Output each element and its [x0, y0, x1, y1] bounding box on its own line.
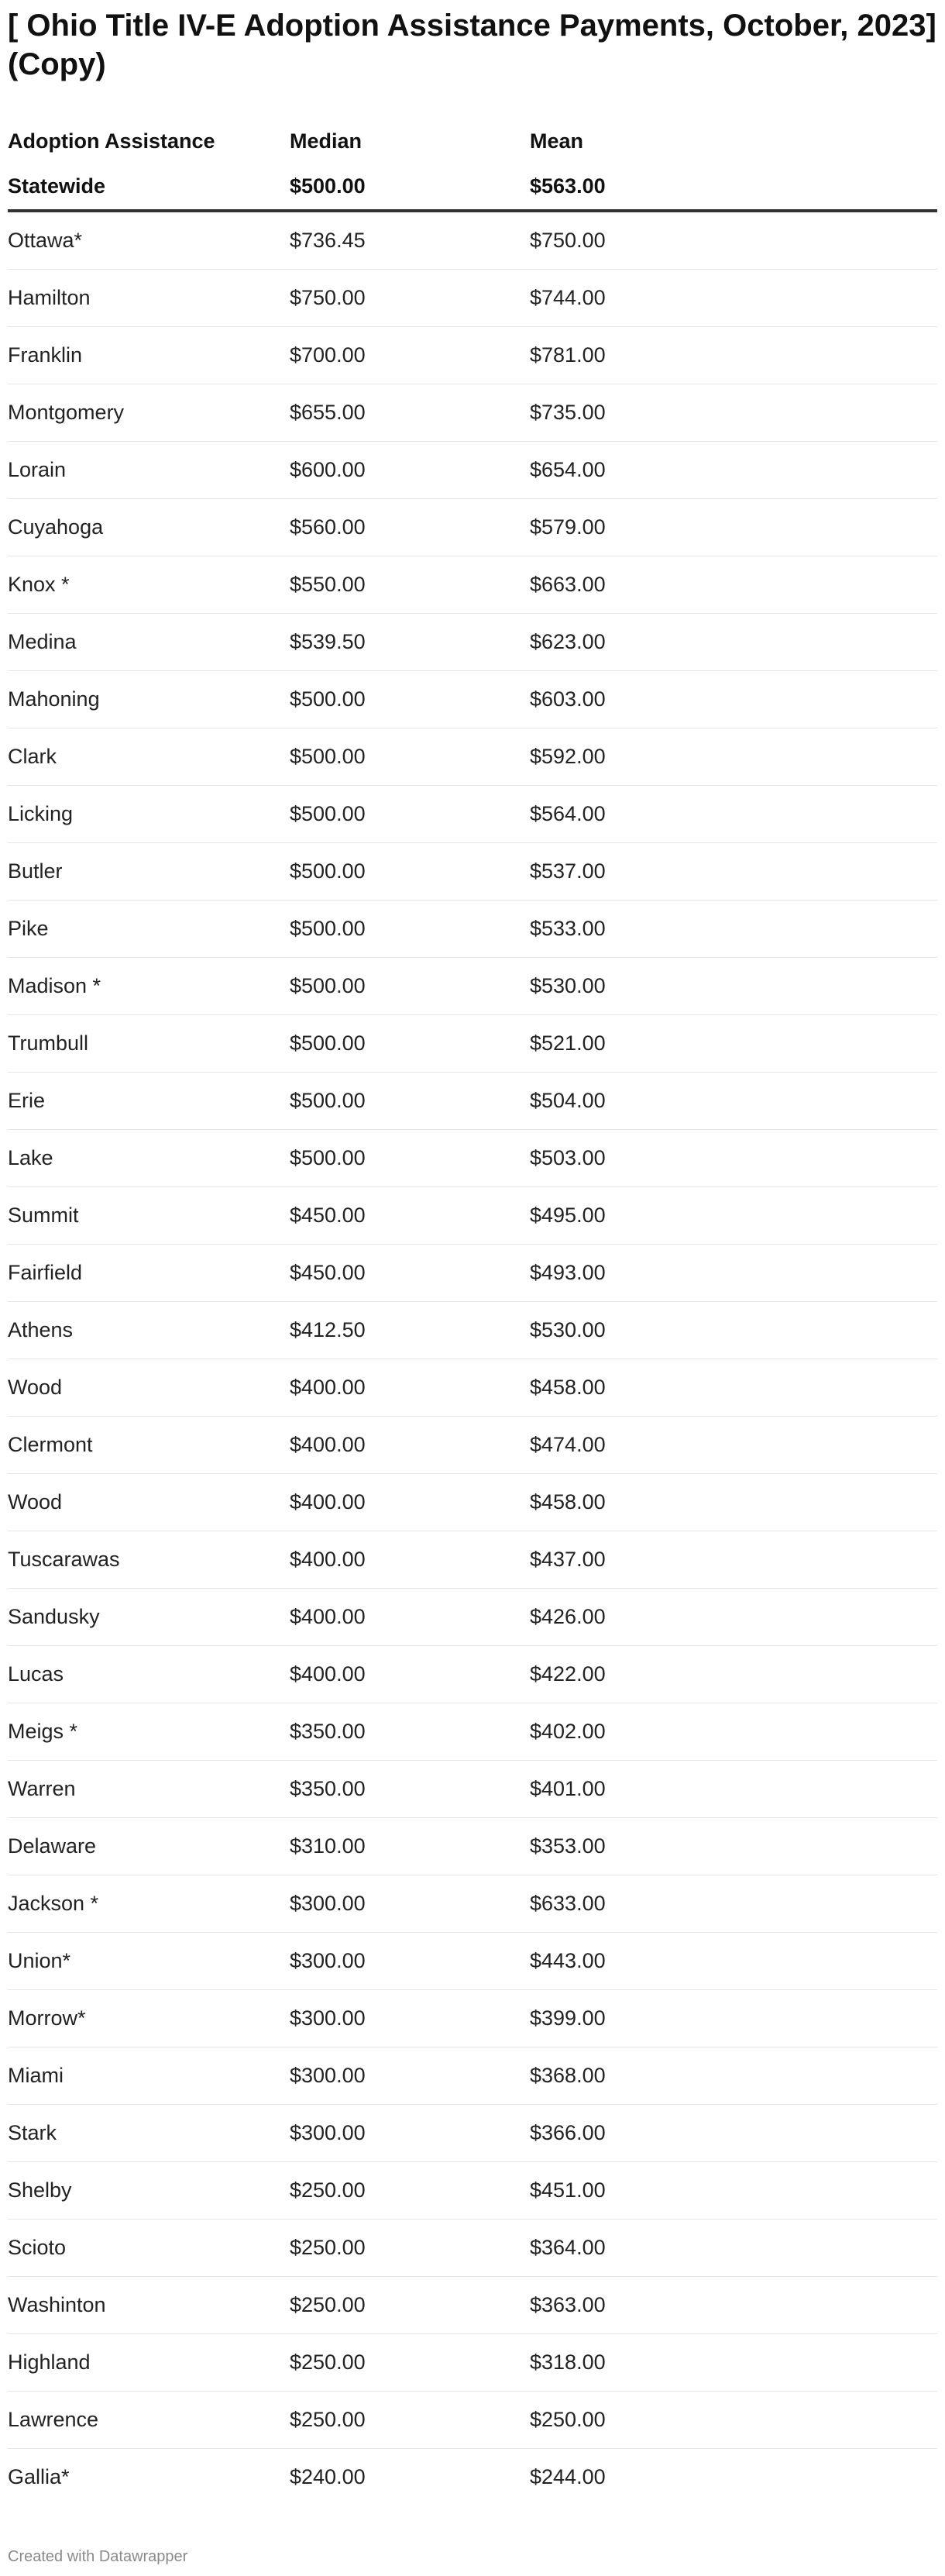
median-cell: $250.00 [290, 2162, 530, 2220]
mean-cell: $503.00 [530, 1130, 937, 1187]
mean-cell: $603.00 [530, 671, 937, 728]
median-cell: $700.00 [290, 327, 530, 384]
county-name-cell: Ottawa* [8, 211, 290, 270]
mean-cell: $437.00 [530, 1531, 937, 1589]
county-name-cell: Delaware [8, 1818, 290, 1875]
table-row [8, 1875, 937, 1933]
table-row [8, 384, 937, 442]
median-cell: $350.00 [290, 1761, 530, 1818]
table-row [8, 1589, 937, 1646]
table-row [8, 2162, 937, 2220]
table-row [8, 2392, 937, 2449]
mean-cell: $493.00 [530, 1245, 937, 1302]
median-cell: $500.00 [290, 843, 530, 901]
median-cell: $500.00 [290, 901, 530, 958]
statewide-label: Statewide [8, 163, 290, 211]
table-row [8, 2047, 937, 2105]
table-row [8, 1474, 937, 1531]
median-cell: $500.00 [290, 1130, 530, 1187]
mean-cell: $623.00 [530, 614, 937, 671]
table-body [8, 211, 937, 2505]
chart-container [8, 0, 937, 2505]
mean-cell: $422.00 [530, 1646, 937, 1703]
table-row [8, 1015, 937, 1073]
chart-title: [ Ohio Title IV-E Adoption Assistance Payments, October, 2023] (Copy) [8, 9, 936, 81]
table-row [8, 442, 937, 499]
county-name-cell: Sandusky [8, 1589, 290, 1646]
table-row [8, 1187, 937, 1245]
mean-cell: $750.00 [530, 211, 937, 270]
table-row [8, 2334, 937, 2392]
table-row [8, 211, 937, 270]
mean-cell: $368.00 [530, 2047, 937, 2105]
mean-cell: $458.00 [530, 1474, 937, 1531]
median-cell: $655.00 [290, 384, 530, 442]
mean-cell: $521.00 [530, 1015, 937, 1073]
county-name-cell: Trumbull [8, 1015, 290, 1073]
county-name-cell: Medina [8, 614, 290, 671]
median-cell: $240.00 [290, 2465, 366, 2488]
county-name-cell: Meigs * [8, 1703, 290, 1761]
median-cell: $400.00 [290, 1417, 530, 1474]
table-row [8, 671, 937, 728]
county-name-cell: Tuscarawas [8, 1531, 290, 1589]
county-name-cell: Washinton [8, 2277, 290, 2334]
mean-cell: $504.00 [530, 1073, 937, 1130]
county-name-cell: Cuyahoga [8, 499, 290, 556]
mean-cell: $781.00 [530, 327, 937, 384]
county-name-cell: Pike [8, 901, 290, 958]
county-name-cell: Wood [8, 1474, 290, 1531]
county-name-cell: Athens [8, 1302, 290, 1359]
median-cell: $500.00 [290, 1015, 530, 1073]
median-cell: $310.00 [290, 1818, 530, 1875]
mean-cell: $399.00 [530, 1990, 937, 2047]
county-name-cell: Licking [8, 786, 290, 843]
table-row [8, 2277, 937, 2334]
data-table [8, 119, 937, 2505]
table-row [8, 786, 937, 843]
mean-cell: $426.00 [530, 1589, 937, 1646]
median-cell: $300.00 [290, 1875, 530, 1933]
table-row [8, 1703, 937, 1761]
table-row [8, 1990, 937, 2047]
mean-cell: $530.00 [530, 958, 937, 1015]
county-name-cell: Mahoning [8, 671, 290, 728]
county-name-cell: Clermont [8, 1417, 290, 1474]
mean-cell: $663.00 [530, 556, 937, 614]
mean-cell: $363.00 [530, 2277, 937, 2334]
median-cell: $400.00 [290, 1646, 530, 1703]
county-name-cell: Erie [8, 1073, 290, 1130]
median-cell: $350.00 [290, 1703, 530, 1761]
median-cell: $600.00 [290, 442, 530, 499]
county-name-cell: Stark [8, 2105, 290, 2162]
median-cell: $500.00 [290, 671, 530, 728]
table-row [8, 1417, 937, 1474]
county-name-cell: Madison * [8, 958, 290, 1015]
mean-cell: $735.00 [530, 384, 937, 442]
table-row [8, 1761, 937, 1818]
county-name-cell: Highland [8, 2334, 290, 2392]
county-name-cell: Union* [8, 1933, 290, 1990]
county-name-cell: Summit [8, 1187, 290, 1245]
mean-cell: $564.00 [530, 786, 937, 843]
mean-cell: $244.00 [530, 2465, 606, 2488]
county-name-cell: Lake [8, 1130, 290, 1187]
county-name-cell: Knox * [8, 556, 290, 614]
mean-cell: $495.00 [530, 1187, 937, 1245]
median-cell: $500.00 [290, 958, 530, 1015]
table-row [8, 1359, 937, 1417]
county-name-cell: Shelby [8, 2162, 290, 2220]
median-cell: $500.00 [290, 786, 530, 843]
statewide-median: $500.00 [290, 163, 530, 211]
mean-cell: $744.00 [530, 270, 937, 327]
mean-cell: $451.00 [530, 2162, 937, 2220]
median-cell: $560.00 [290, 499, 530, 556]
county-name-cell: Wood [8, 1359, 290, 1417]
mean-cell: $402.00 [530, 1703, 937, 1761]
statewide-mean: $563.00 [530, 163, 937, 211]
table-row [8, 1073, 937, 1130]
median-cell: $500.00 [290, 728, 530, 786]
column-header-row [8, 119, 937, 163]
county-name-cell: Miami [8, 2047, 290, 2105]
county-name-cell: Lucas [8, 1646, 290, 1703]
median-cell: $400.00 [290, 1589, 530, 1646]
mean-cell: $633.00 [530, 1875, 937, 1933]
county-name-cell: Lawrence [8, 2392, 290, 2449]
table-row [8, 1933, 937, 1990]
table-row [8, 499, 937, 556]
median-cell: $250.00 [290, 2392, 530, 2449]
table-row [8, 958, 937, 1015]
county-name-cell: Franklin [8, 327, 290, 384]
mean-cell: $474.00 [530, 1417, 937, 1474]
table-row [8, 327, 937, 384]
table-header [8, 119, 937, 211]
mean-cell: $654.00 [530, 442, 937, 499]
median-cell: $250.00 [290, 2334, 530, 2392]
county-name-cell: Hamilton [8, 270, 290, 327]
county-name-cell: Warren [8, 1761, 290, 1818]
mean-cell: $592.00 [530, 728, 937, 786]
county-name-cell: Butler [8, 843, 290, 901]
median-cell: $550.00 [290, 556, 530, 614]
county-name-cell: Montgomery [8, 384, 290, 442]
median-cell: $400.00 [290, 1359, 530, 1417]
county-name-cell: Lorain [8, 442, 290, 499]
table-row [8, 2105, 937, 2162]
median-cell: $500.00 [290, 1073, 530, 1130]
county-name-cell: Clark [8, 728, 290, 786]
county-name-cell: Gallia* [8, 2465, 70, 2488]
mean-cell: $537.00 [530, 843, 937, 901]
median-cell: $250.00 [290, 2220, 530, 2277]
median-cell: $400.00 [290, 1474, 530, 1531]
median-cell: $450.00 [290, 1187, 530, 1245]
table-row [8, 556, 937, 614]
mean-cell: $530.00 [530, 1302, 937, 1359]
median-cell: $300.00 [290, 1933, 530, 1990]
mean-cell: $533.00 [530, 901, 937, 958]
mean-cell: $364.00 [530, 2220, 937, 2277]
median-cell: $450.00 [290, 1245, 530, 1302]
statewide-row [8, 163, 937, 211]
median-cell: $300.00 [290, 2105, 530, 2162]
table-row [8, 843, 937, 901]
median-cell: $250.00 [290, 2277, 530, 2334]
median-cell: $400.00 [290, 1531, 530, 1589]
table-row [8, 1130, 937, 1187]
table-row [8, 1646, 937, 1703]
table-row [8, 901, 937, 958]
mean-cell: $401.00 [530, 1761, 937, 1818]
mean-cell: $318.00 [530, 2334, 937, 2392]
mean-cell: $250.00 [530, 2392, 937, 2449]
county-name-cell: Fairfield [8, 1245, 290, 1302]
table-row [8, 1531, 937, 1589]
table-row [8, 1245, 937, 1302]
median-cell: $539.50 [290, 614, 530, 671]
table-row [8, 728, 937, 786]
county-name-cell: Morrow* [8, 1990, 290, 2047]
table-row [8, 2449, 937, 2506]
table-row [8, 270, 937, 327]
county-name-cell: Jackson * [8, 1875, 290, 1933]
table-row [8, 1818, 937, 1875]
median-cell: $300.00 [290, 1990, 530, 2047]
footer-credit: Created with Datawrapper [8, 2548, 188, 2565]
mean-cell: $353.00 [530, 1818, 937, 1875]
column-header-name[interactable]: Adoption Assistance [8, 129, 215, 153]
mean-cell: $458.00 [530, 1359, 937, 1417]
table-row [8, 1302, 937, 1359]
column-header-mean[interactable]: Mean [530, 129, 584, 153]
table-row [8, 2220, 937, 2277]
county-name-cell: Scioto [8, 2220, 290, 2277]
table-row [8, 614, 937, 671]
median-cell: $412.50 [290, 1302, 530, 1359]
column-header-median[interactable]: Median [290, 129, 363, 153]
mean-cell: $443.00 [530, 1933, 937, 1990]
median-cell: $750.00 [290, 270, 530, 327]
median-cell: $736.45 [290, 211, 530, 270]
median-cell: $300.00 [290, 2047, 530, 2105]
mean-cell: $579.00 [530, 499, 937, 556]
mean-cell: $366.00 [530, 2105, 937, 2162]
